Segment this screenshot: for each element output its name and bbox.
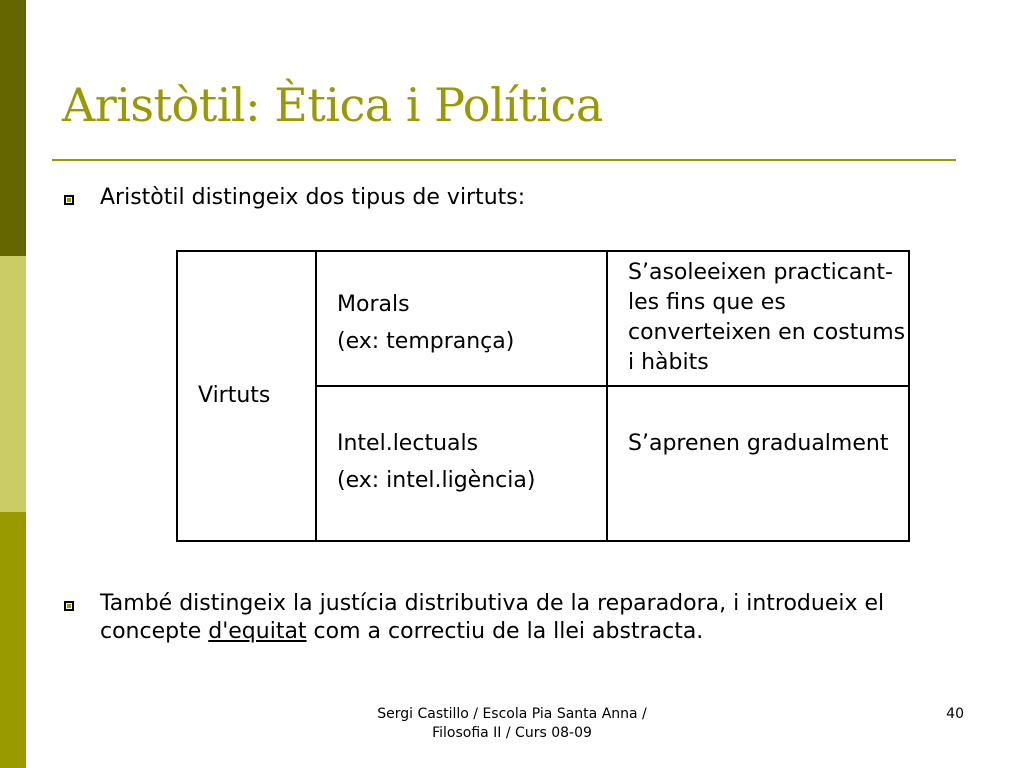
bullet-text-2 — [100, 590, 900, 646]
row-header-cell — [177, 251, 316, 541]
virtue-description-cell — [607, 386, 909, 541]
virtue-type-name: Intel.lectuals — [337, 431, 479, 456]
bullet-text-1: Aristòtil distingeix dos tipus de virtuts: — [100, 185, 526, 210]
virtue-type-cell — [316, 386, 607, 541]
sidebar-bar-olive — [0, 512, 26, 768]
bullet-text-2-end: com a correctiu de la llei abstracta. — [306, 619, 704, 644]
virtues-table — [176, 250, 910, 542]
square-bullet-icon — [64, 195, 74, 205]
virtue-description-cell — [607, 251, 909, 386]
virtue-type-example: (ex: temprança) — [337, 329, 515, 354]
slide-footer — [332, 705, 692, 743]
footer-line-1: Sergi Castillo / Escola Pia Santa Anna / — [377, 706, 647, 722]
equitat-link[interactable]: d'equitat — [208, 619, 307, 644]
page-number: 40 — [946, 706, 964, 722]
virtue-description: S’asoleeixen practicant-les fins que es converteixen en costums i hàbits — [628, 260, 906, 375]
virtue-description: S’aprenen gradualment — [628, 431, 889, 456]
table-row — [177, 251, 909, 386]
bullet-text-2-start: També distingeix la justícia distributiva de la reparadora, i introdueix el concepte — [100, 591, 885, 644]
row-header-label: Virtuts — [198, 383, 271, 408]
square-bullet-icon — [64, 601, 74, 611]
virtue-type-example: (ex: intel.ligència) — [337, 468, 536, 493]
sidebar-bar-light — [0, 256, 26, 512]
footer-line-2: Filosofia II / Curs 08-09 — [432, 725, 592, 741]
slide-title: Aristòtil: Ètica i Política — [62, 78, 603, 132]
title-underline — [52, 159, 956, 161]
virtue-type-cell — [316, 251, 607, 386]
sidebar-bar-dark — [0, 0, 26, 256]
virtue-type-name: Morals — [337, 292, 410, 317]
